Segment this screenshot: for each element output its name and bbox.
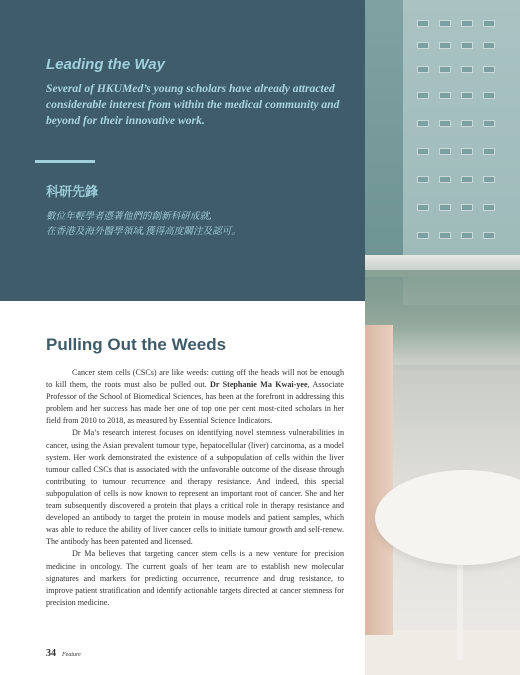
paragraph-2: Dr Ma’s research interest focuses on identifying novel stemness vulnerabilities in cancer, using the Asian prevalent tumour type, hepatocellular (liver) carcinoma, as a model system. Her work demonstrated the existence of a subpopulation of cells within the liver tumour called CSCs that is associated with the unfavorable outcome of the disease through contributing to tumour recurrence and therapy resistance. And indeed, this special subpopulation of cells is now known to represent an important root of cancer. She and her team subsequently discovered a protein that plays a critical role in therapy resistance and developed an antibody to target the protein in mouse models and patient samples, which was able to reduce the ability of liver cancer cells to initiate tumour growth and self-renew. The antibody has been patented and licensed. xyxy=(46,428,344,547)
intro-text: Several of HKUMed’s young scholars have already attracted considerable interest from within the medical community and beyond for their innovative work. xyxy=(46,82,340,127)
floor xyxy=(365,630,520,675)
cover-photo xyxy=(365,0,520,675)
intro-cn-text xyxy=(46,209,346,239)
paragraph-1-rest: , Associate Professor of the School of Biomedical Sciences, has been at the forefront in addressing this problem and her success has made her one of top one per cent most-cited scholars in her field from 2010 to 2018, as measured by Essential Science Indicators. xyxy=(46,380,344,426)
page-number: 34 xyxy=(46,648,56,659)
paragraph-3: Dr Ma believes that targeting cancer stem cells is a new venture for precision medicine in oncology. The current goals of her team are to establish new molecular signatures and markers for predicting occurrence, recurrence and drug resistance, to improve patient stratification and identify actionable targets directed at cancer stemness for precision medicine. xyxy=(46,549,344,607)
article-headline: Pulling Out the Weeds xyxy=(46,335,227,354)
intro-cn-line-1: 數位年輕學者憑著他們的創新科研成就, xyxy=(46,211,213,222)
page-footer xyxy=(46,648,81,659)
article-body xyxy=(46,367,344,609)
scholar-name: Dr Stephanie Ma Kwai-yee xyxy=(209,380,308,390)
intro-title: Leading the Way xyxy=(46,56,165,73)
intro-cn-line-2: 在香港及海外醫學領域,獲得高度關注及認可。 xyxy=(46,226,241,237)
table-top xyxy=(375,470,520,565)
intro-cn-title: 科研先鋒 xyxy=(46,185,99,200)
paragraph-1 xyxy=(46,367,344,427)
chair xyxy=(365,325,393,635)
paragraph-1-lead: Cancer stem cells (CSCs) are like weeds: cutting off the heads will not be enough to kill them, the roots must also be pulled out. xyxy=(46,368,344,390)
intro-divider xyxy=(35,160,95,163)
intro-panel xyxy=(0,0,365,301)
section-label: Feature xyxy=(62,652,81,658)
